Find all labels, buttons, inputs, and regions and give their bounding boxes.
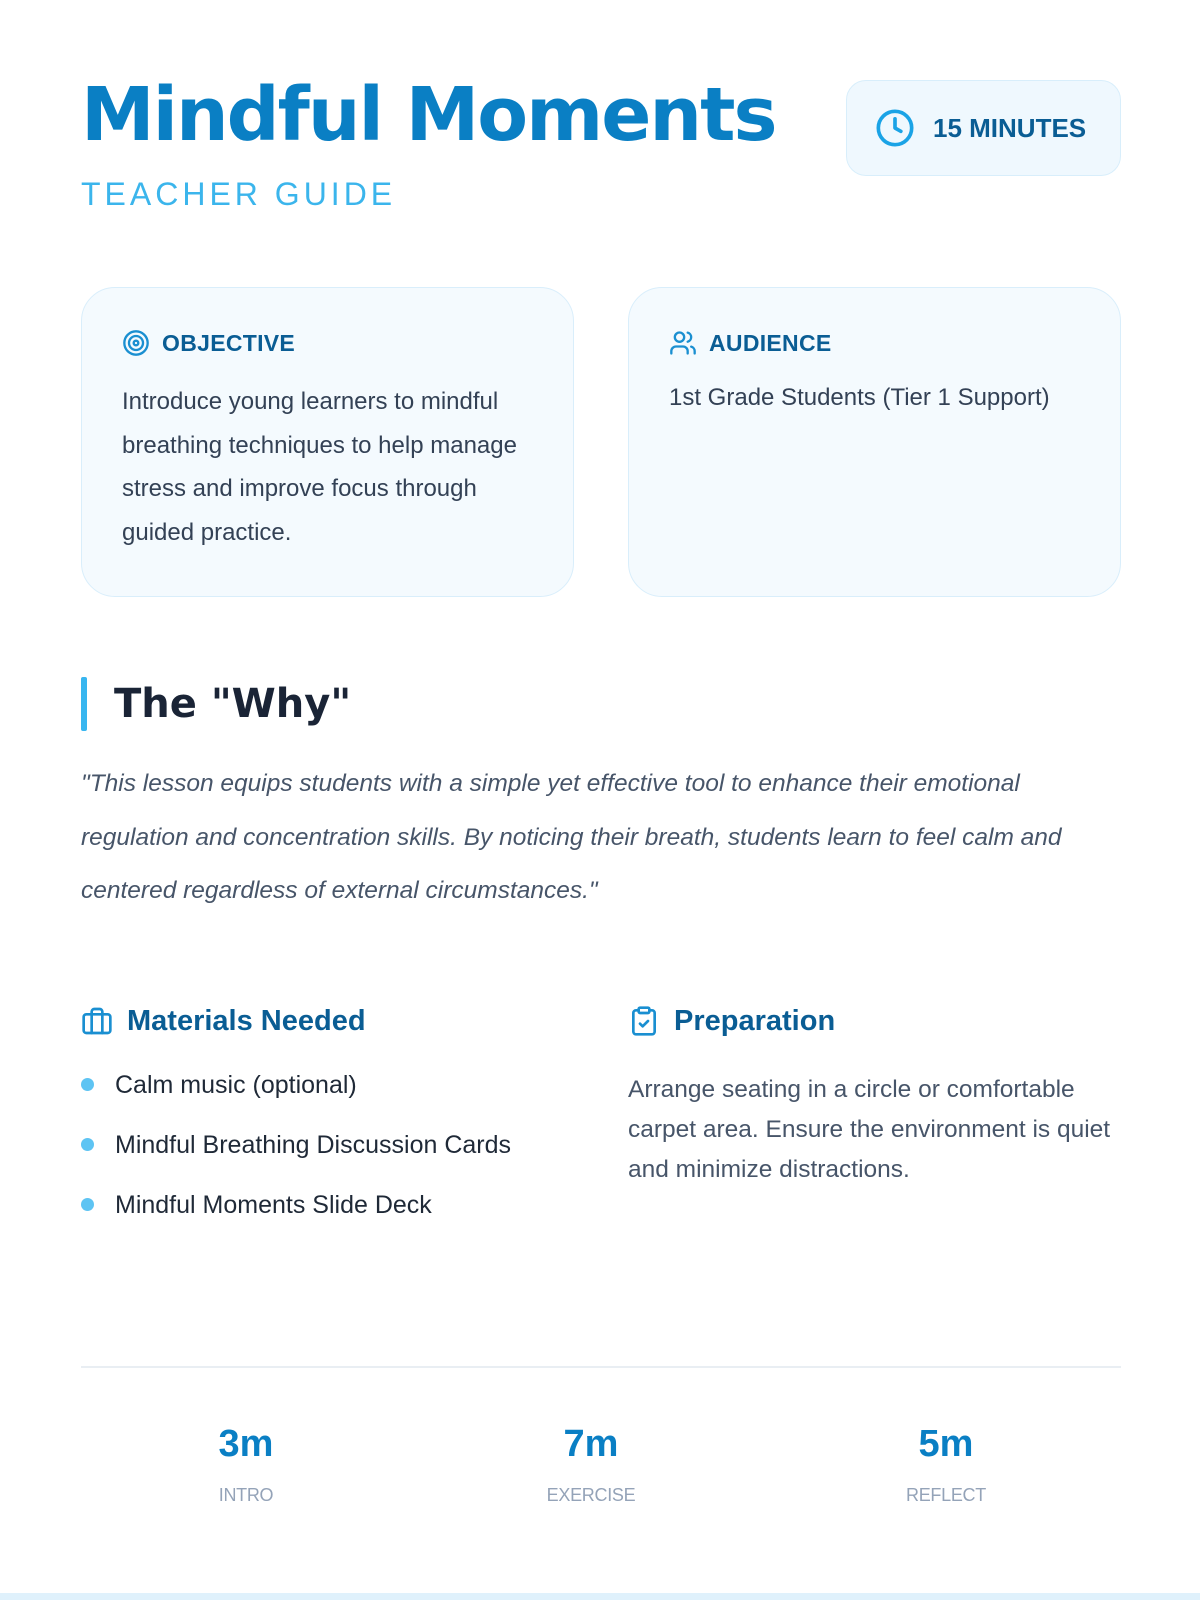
- phase-minutes: 5m: [918, 1423, 974, 1465]
- timeline-phase-intro: [146, 1425, 346, 1506]
- timeline-phase-reflect: [846, 1425, 1046, 1506]
- material-text: Calm music (optional): [115, 1070, 357, 1099]
- duration-label: 15 MINUTES: [933, 112, 1087, 143]
- list-item: [81, 1175, 511, 1235]
- page-subtitle: TEACHER GUIDE: [81, 176, 397, 212]
- audience-text: 1st Grade Students (Tier 1 Support): [669, 384, 1050, 411]
- phase-name: REFLECT: [906, 1485, 986, 1505]
- teacher-guide-page: [81, 0, 1121, 1600]
- phase-name: EXERCISE: [546, 1485, 636, 1505]
- list-item: [81, 1115, 511, 1175]
- timeline-phase-exercise: [491, 1425, 691, 1506]
- material-text: Mindful Moments Slide Deck: [115, 1190, 432, 1219]
- preparation-label: Preparation: [674, 1004, 836, 1037]
- divider: [81, 1366, 1121, 1368]
- why-quote: "This lesson equips students with a simple yet effective tool to enhance their emotional regulation and concentration skills. By noticing their breath, students learn to feel calm and centered regardless of external circumstances.": [81, 770, 1062, 904]
- page-title: Mindful Moments: [81, 72, 776, 158]
- bullet-dot: [81, 1198, 94, 1211]
- target-icon: [122, 329, 150, 357]
- objective-card: [81, 287, 574, 597]
- why-heading: The "Why": [114, 681, 352, 727]
- clock-icon: [875, 108, 915, 148]
- preparation-heading: [628, 1002, 835, 1040]
- materials-heading: [81, 1002, 366, 1040]
- list-item: [81, 1055, 511, 1115]
- phase-minutes: 3m: [218, 1423, 274, 1465]
- duration-badge: [846, 80, 1121, 176]
- briefcase-icon: [81, 1005, 113, 1037]
- users-icon: [669, 329, 697, 357]
- why-accent-bar: [81, 677, 87, 731]
- objective-text: Introduce young learners to mindful breathing techniques to help manage stress and improve focus through guided practice.: [122, 388, 517, 546]
- preparation-text: Arrange seating in a circle or comfortable carpet area. Ensure the environment is quiet and minimize distractions.: [628, 1076, 1111, 1183]
- bullet-dot: [81, 1078, 94, 1091]
- clipboard-check-icon: [628, 1005, 660, 1037]
- audience-card: [628, 287, 1121, 597]
- materials-label: Materials Needed: [127, 1004, 366, 1037]
- bullet-dot: [81, 1138, 94, 1151]
- audience-label: AUDIENCE: [709, 329, 832, 356]
- phase-minutes: 7m: [563, 1423, 619, 1465]
- material-text: Mindful Breathing Discussion Cards: [115, 1130, 512, 1159]
- bottom-strip: [0, 1593, 1200, 1600]
- phase-name: INTRO: [218, 1485, 274, 1505]
- materials-list: [81, 1070, 511, 1235]
- objective-label: OBJECTIVE: [162, 329, 296, 356]
